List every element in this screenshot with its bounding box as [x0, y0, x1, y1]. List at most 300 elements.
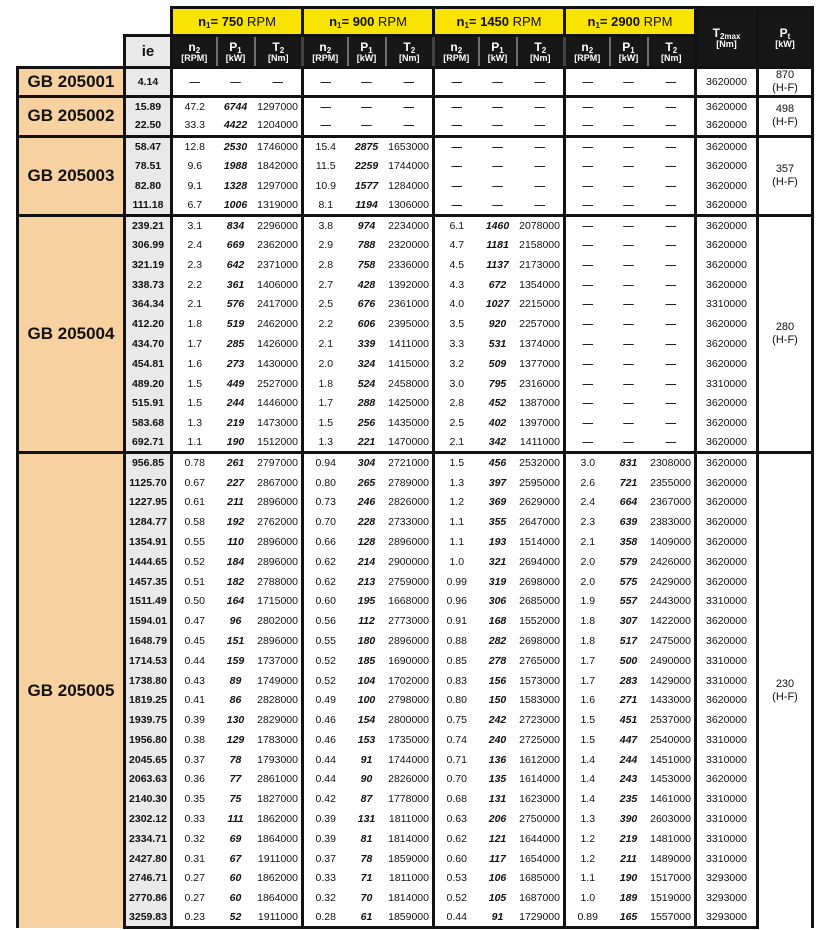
cell-p1-2900: —	[610, 136, 648, 156]
cell-p1-1450: 131	[488, 793, 507, 806]
cell-t2-2900: —	[648, 176, 696, 196]
cell-n2-1450: 2.5	[449, 417, 465, 430]
cell-p1-900: 428	[357, 278, 376, 291]
cell-p1-2900: 639	[619, 516, 638, 529]
cell-t2-2900: 1453000	[648, 770, 696, 790]
cell-t2-2900: —	[648, 68, 696, 97]
cell-p1-750: 1988	[223, 159, 248, 172]
cell-n2-750: —	[172, 68, 217, 97]
cell-p1-900: 87	[360, 793, 373, 806]
cell-t2-900: 2789000	[386, 473, 434, 493]
cell-n2-1450: —	[434, 68, 479, 97]
model-label: GB 205001	[18, 68, 125, 97]
subheader-t2-1450: $T_2$ [Nm]	[517, 36, 565, 68]
cell-p1-2900: 500	[619, 654, 638, 667]
group-pt: 280 (H-F)	[758, 215, 813, 453]
table-row	[18, 215, 813, 235]
cell-p1-1450: 1137	[486, 258, 509, 271]
cell-p1-2900: 831	[610, 453, 648, 473]
cell-n2-750: 0.38	[184, 733, 205, 746]
cell-p1-900: 288	[357, 397, 376, 410]
cell-p1-2900: 235	[619, 793, 638, 806]
cell-n2-2900: 1.7	[580, 674, 596, 687]
cell-t2-2900: 2490000	[648, 651, 696, 671]
cell-n2-900: 2.8	[318, 258, 334, 271]
cell-n2-750: 0.23	[172, 908, 217, 928]
cell-p1-2900: —	[623, 258, 634, 271]
cell-t2-900: 1435000	[386, 413, 434, 433]
cell-n2-1450: 0.62	[446, 832, 467, 845]
subheader-n2-2900: $n_2$ [RPM]	[565, 36, 610, 68]
row-ie: 306.99	[125, 235, 172, 255]
subheader-n2-900: $n_2$ [RPM]	[303, 36, 348, 68]
cell-t2max: 3310000	[696, 789, 758, 809]
cell-t2-2900: —	[648, 116, 696, 136]
cell-t2-2900: 2540000	[648, 730, 696, 750]
cell-p1-1450: 105	[488, 892, 507, 905]
row-ie: 2045.65	[125, 750, 172, 770]
cell-t2-900: 2826000	[386, 770, 434, 790]
cell-t2-750: 1297000	[255, 97, 303, 117]
table-row	[18, 730, 813, 750]
cell-t2-2900: 2603000	[648, 809, 696, 829]
cell-p1-750: 60	[229, 872, 242, 885]
cell-t2-750: 1406000	[255, 275, 303, 295]
cell-t2-750: 1426000	[255, 334, 303, 354]
table-row	[18, 829, 813, 849]
cell-n2-750: 0.55	[184, 535, 205, 548]
cell-n2-2900: —	[582, 278, 593, 291]
table-row	[18, 136, 813, 156]
cell-t2-1450: 2316000	[517, 374, 565, 394]
cell-p1-2900: 190	[619, 872, 638, 885]
cell-n2-1450: 0.68	[446, 793, 467, 806]
cell-t2max: 3620000	[696, 275, 758, 295]
cell-n2-900: 0.37	[315, 852, 336, 865]
cell-p1-750: 184	[226, 555, 245, 568]
cell-n2-750: 1.8	[187, 318, 203, 331]
cell-p1-2900: 165	[610, 908, 648, 928]
cell-t2-1450: 2750000	[517, 809, 565, 829]
cell-p1-750: 244	[226, 397, 245, 410]
cell-p1-2900: 390	[619, 813, 638, 826]
group-pt: 498 (H-F)	[758, 97, 813, 137]
cell-p1-750: 6744	[217, 97, 255, 117]
row-ie: 434.70	[125, 334, 172, 354]
cell-n2-750: 9.1	[187, 179, 203, 192]
cell-t2-750: 2462000	[255, 314, 303, 334]
cell-n2-750: 2.1	[187, 298, 203, 311]
row-ie: 454.81	[125, 354, 172, 374]
cell-t2-750: 2861000	[255, 770, 303, 790]
cell-t2-750: 1204000	[255, 116, 303, 136]
cell-t2-900: 1859000	[386, 908, 434, 928]
cell-t2-2900: 2355000	[648, 473, 696, 493]
row-ie: 239.21	[125, 215, 172, 235]
cell-t2-750: 1911000	[255, 908, 303, 928]
cell-n2-900: 0.28	[303, 908, 348, 928]
cell-t2-900: 2458000	[386, 374, 434, 394]
cell-p1-900: 81	[360, 832, 373, 845]
cell-n2-750: 1.5	[187, 397, 203, 410]
cell-t2-750: 1911000	[255, 849, 303, 869]
cell-p1-1450: —	[479, 136, 517, 156]
cell-t2max: 3620000	[696, 235, 758, 255]
cell-t2-1450: 1644000	[517, 829, 565, 849]
cell-p1-1450: 1460	[479, 215, 517, 235]
cell-n2-750: 0.47	[184, 615, 205, 628]
cell-p1-900: 228	[357, 516, 376, 529]
cell-t2-900: 2759000	[386, 572, 434, 592]
cell-t2-750: 1512000	[255, 433, 303, 453]
cell-p1-2900: —	[623, 298, 634, 311]
cell-t2-2900: —	[648, 255, 696, 275]
cell-n2-750: 0.50	[184, 595, 205, 608]
table-row	[18, 750, 813, 770]
cell-n2-2900: 1.0	[580, 892, 596, 905]
cell-n2-1450: 0.88	[446, 634, 467, 647]
cell-t2max: 3620000	[696, 255, 758, 275]
cell-t2max: 3620000	[696, 68, 758, 97]
cell-p1-2900: 358	[619, 535, 638, 548]
cell-t2-900: 1744000	[386, 156, 434, 176]
cell-p1-1450: 795	[488, 377, 507, 390]
cell-t2-750: 2896000	[255, 552, 303, 572]
cell-t2max: 3620000	[696, 156, 758, 176]
cell-p1-2900: —	[623, 159, 634, 172]
row-ie: 1284.77	[125, 512, 172, 532]
cell-n2-2900: 1.1	[580, 872, 596, 885]
cell-p1-750: 96	[229, 615, 242, 628]
cell-p1-750: 2530	[217, 136, 255, 156]
subheader-p1-1450: $P_1$ [kW]	[479, 36, 517, 68]
cell-p1-2900: 517	[619, 634, 638, 647]
cell-t2-1450: —	[517, 195, 565, 215]
cell-t2-2900: 1517000	[648, 869, 696, 889]
cell-n2-750: 0.45	[184, 634, 205, 647]
table-row	[18, 413, 813, 433]
cell-t2-2900: —	[648, 413, 696, 433]
cell-t2-900: 1668000	[386, 591, 434, 611]
cell-t2-2900: —	[648, 294, 696, 314]
cell-n2-2900: —	[582, 417, 593, 430]
cell-p1-1450: —	[492, 179, 503, 192]
cell-n2-750: 0.58	[184, 516, 205, 529]
cell-p1-2900: 219	[619, 832, 638, 845]
cell-n2-900: 0.60	[315, 595, 336, 608]
row-ie: 1125.70	[125, 473, 172, 493]
cell-t2-2900: —	[648, 97, 696, 117]
cell-n2-900: 2.1	[318, 337, 334, 350]
cell-p1-750: 67	[229, 852, 242, 865]
cell-t2-900: 1811000	[386, 869, 434, 889]
cell-n2-900: 2.2	[318, 318, 334, 331]
cell-p1-900: 758	[357, 258, 376, 271]
cell-p1-900: 185	[357, 654, 376, 667]
cell-t2-1450: 2215000	[517, 294, 565, 314]
header-spacer	[18, 8, 172, 36]
cell-t2-900: 1690000	[386, 651, 434, 671]
cell-n2-900: 2.0	[318, 357, 334, 370]
cell-n2-900: 0.46	[315, 733, 336, 746]
cell-t2-1450: 2173000	[517, 255, 565, 275]
group-pt: 230 (H-F)	[758, 453, 813, 928]
cell-t2max: 3310000	[696, 730, 758, 750]
subheader-t2-750: $T_2$ [Nm]	[255, 36, 303, 68]
cell-t2-1450: 1612000	[517, 750, 565, 770]
cell-p1-900: 195	[357, 595, 376, 608]
cell-p1-750: 164	[226, 595, 245, 608]
cell-t2-1450: 1573000	[517, 671, 565, 691]
cell-t2-2900: 2429000	[648, 572, 696, 592]
cell-n2-900: 0.56	[315, 615, 336, 628]
cell-n2-750: 0.36	[184, 773, 205, 786]
row-ie: 1594.01	[125, 611, 172, 631]
row-ie: 515.91	[125, 393, 172, 413]
cell-n2-1450: 1.2	[449, 496, 465, 509]
cell-p1-2900: —	[610, 215, 648, 235]
cell-n2-750: 6.7	[187, 198, 203, 211]
subheader-t2-2900: $T_2$ [Nm]	[648, 36, 696, 68]
cell-n2-750: 47.2	[172, 97, 217, 117]
table-row	[18, 176, 813, 196]
model-label: GB 205005	[18, 453, 125, 928]
cell-n2-1450: 6.1	[434, 215, 479, 235]
cell-n2-2900: 1.4	[580, 753, 596, 766]
cell-n2-1450: 0.96	[446, 595, 467, 608]
cell-p1-750: 1328	[223, 179, 248, 192]
cell-n2-2900: 1.8	[580, 615, 596, 628]
cell-p1-900: 70	[360, 892, 373, 905]
row-ie: 1714.53	[125, 651, 172, 671]
cell-t2-750: 2788000	[255, 572, 303, 592]
cell-n2-750: 0.31	[184, 852, 205, 865]
cell-p1-2900: —	[623, 417, 634, 430]
cell-p1-1450: —	[492, 198, 503, 211]
cell-p1-750: 78	[229, 753, 242, 766]
cell-p1-2900: 271	[619, 694, 638, 707]
cell-t2-1450: 2723000	[517, 710, 565, 730]
cell-n2-900: 2.7	[318, 278, 334, 291]
cell-t2-900: 2800000	[386, 710, 434, 730]
cell-p1-2900: —	[623, 436, 634, 449]
cell-p1-2900: 575	[619, 575, 638, 588]
cell-t2-2900: 1481000	[648, 829, 696, 849]
cell-t2-1450: 1552000	[517, 611, 565, 631]
gearbox-rating-table-container	[16, 6, 814, 929]
cell-t2-2900: 1489000	[648, 849, 696, 869]
cell-t2-1450: 1354000	[517, 275, 565, 295]
cell-n2-900: 1.5	[318, 417, 334, 430]
cell-p1-2900: —	[610, 97, 648, 117]
cell-t2-900: 2900000	[386, 552, 434, 572]
table-row	[18, 809, 813, 829]
cell-t2max: 3620000	[696, 453, 758, 473]
cell-p1-2900: 451	[619, 714, 638, 727]
cell-n2-750: 0.39	[184, 714, 205, 727]
cell-p1-900: 100	[357, 694, 376, 707]
row-ie: 58.47	[125, 136, 172, 156]
cell-t2-1450: —	[517, 156, 565, 176]
cell-p1-750: 192	[226, 516, 245, 529]
cell-n2-2900: 1.5	[580, 733, 596, 746]
cell-p1-1450: 136	[488, 753, 507, 766]
cell-t2-2900: 1409000	[648, 532, 696, 552]
cell-p1-900: 221	[357, 436, 376, 449]
cell-p1-2900: —	[623, 337, 634, 350]
table-row	[18, 591, 813, 611]
cell-t2-750: 2762000	[255, 512, 303, 532]
cell-n2-900: 10.9	[315, 179, 336, 192]
cell-p1-900: 128	[357, 535, 376, 548]
cell-n2-2900: 1.7	[580, 654, 596, 667]
cell-t2-1450: 2765000	[517, 651, 565, 671]
cell-p1-2900: —	[623, 119, 634, 132]
table-row	[18, 393, 813, 413]
cell-t2-750: 1319000	[255, 195, 303, 215]
cell-t2max: 3620000	[696, 215, 758, 235]
cell-t2-900: —	[386, 116, 434, 136]
row-ie: 2334.71	[125, 829, 172, 849]
cell-t2max: 3620000	[696, 611, 758, 631]
cell-p1-900: 256	[357, 417, 376, 430]
cell-p1-2900: 557	[619, 595, 638, 608]
row-ie: 2746.71	[125, 869, 172, 889]
cell-p1-2900: —	[623, 238, 634, 251]
table-row	[18, 789, 813, 809]
cell-n2-2900: 2.4	[580, 496, 596, 509]
row-ie: 692.71	[125, 433, 172, 453]
cell-p1-750: 1006	[223, 198, 248, 211]
cell-n2-900: 0.42	[315, 793, 336, 806]
cell-n2-900: 2.9	[318, 238, 334, 251]
cell-t2max: 3620000	[696, 631, 758, 651]
cell-t2-900: 1814000	[386, 829, 434, 849]
cell-n2-1450: 2.8	[449, 397, 465, 410]
cell-p1-900: 339	[357, 337, 376, 350]
cell-n2-900: —	[320, 119, 331, 132]
cell-p1-1450: 117	[489, 852, 506, 865]
cell-p1-1450: 452	[488, 397, 507, 410]
cell-p1-900: —	[361, 119, 372, 132]
cell-n2-2900: 1.9	[580, 595, 596, 608]
table-row	[18, 690, 813, 710]
cell-t2-2900: 1422000	[648, 611, 696, 631]
cell-n2-900: 0.55	[315, 634, 336, 647]
gearbox-rating-table	[16, 6, 814, 929]
cell-t2-1450: 2698000	[517, 631, 565, 651]
table-row	[18, 275, 813, 295]
cell-t2-750: 1842000	[255, 156, 303, 176]
cell-t2-2900: —	[648, 156, 696, 176]
cell-t2-1450: 1685000	[517, 869, 565, 889]
cell-p1-900: 213	[357, 575, 376, 588]
cell-n2-750: 0.52	[184, 555, 205, 568]
table-row	[18, 235, 813, 255]
cell-t2-900: 2361000	[386, 294, 434, 314]
cell-n2-1450: 0.91	[446, 615, 467, 628]
cell-t2-750: 1737000	[255, 651, 303, 671]
cell-t2-900: 2896000	[386, 631, 434, 651]
speed-header-750: $n_1= 750$ RPM	[172, 8, 303, 36]
cell-n2-2900: 3.0	[565, 453, 610, 473]
cell-t2-1450: 2158000	[517, 235, 565, 255]
cell-n2-900: —	[303, 68, 348, 97]
cell-t2-2900: —	[648, 275, 696, 295]
cell-p1-750: 129	[226, 733, 245, 746]
cell-p1-900: 61	[348, 908, 386, 928]
cell-n2-1450: 1.1	[449, 516, 465, 529]
cell-p1-1450: 355	[488, 516, 507, 529]
cell-t2-750: 2867000	[255, 473, 303, 493]
cell-t2-900: 1811000	[386, 809, 434, 829]
cell-p1-2900: 664	[619, 496, 638, 509]
cell-p1-1450: 206	[488, 813, 507, 826]
cell-t2max: 3620000	[696, 433, 758, 453]
cell-p1-750: 4422	[223, 119, 248, 132]
cell-t2-2900: —	[648, 374, 696, 394]
table-row	[18, 294, 813, 314]
cell-p1-900: 304	[348, 453, 386, 473]
cell-n2-900: 0.62	[315, 555, 336, 568]
cell-t2-750: 1446000	[255, 393, 303, 413]
row-ie: 1819.25	[125, 690, 172, 710]
cell-n2-900: 0.80	[315, 476, 336, 489]
cell-t2-900: —	[386, 97, 434, 117]
cell-t2max: 3620000	[696, 770, 758, 790]
row-ie: 321.19	[125, 255, 172, 275]
table-row	[18, 68, 813, 97]
row-ie: 4.14	[125, 68, 172, 97]
cell-p1-2900: —	[623, 198, 634, 211]
row-ie: 412.20	[125, 314, 172, 334]
cell-p1-1450: —	[479, 97, 517, 117]
cell-t2-1450: 2595000	[517, 473, 565, 493]
cell-n2-750: 0.33	[184, 813, 205, 826]
cell-n2-900: 0.39	[315, 813, 336, 826]
cell-n2-2900: 2.0	[580, 555, 596, 568]
cell-n2-750: 2.3	[187, 258, 203, 271]
cell-t2max: 3293000	[696, 888, 758, 908]
cell-t2-2900: —	[648, 235, 696, 255]
cell-n2-2900: —	[582, 198, 593, 211]
cell-p1-900: 71	[360, 872, 373, 885]
model-label: GB 205003	[18, 136, 125, 215]
cell-t2-900: 2798000	[386, 690, 434, 710]
cell-t2-900: 2733000	[386, 512, 434, 532]
table-row	[18, 374, 813, 394]
cell-t2-900: 1284000	[386, 176, 434, 196]
cell-n2-1450: 1.0	[449, 555, 465, 568]
cell-n2-750: 0.27	[184, 872, 205, 885]
cell-t2-1450: 1654000	[517, 849, 565, 869]
cell-t2-900: 1470000	[386, 433, 434, 453]
subheader-p1-900: $P_1$ [kW]	[348, 36, 386, 68]
cell-n2-1450: 4.7	[449, 238, 465, 251]
table-row	[18, 849, 813, 869]
cell-n2-2900: —	[582, 377, 593, 390]
model-label: GB 205004	[18, 215, 125, 453]
cell-p1-900: 788	[357, 238, 376, 251]
cell-p1-750: 110	[227, 535, 244, 548]
cell-p1-1450: 1027	[485, 298, 510, 311]
cell-t2-1450: 1411000	[517, 433, 565, 453]
cell-p1-750: 261	[217, 453, 255, 473]
cell-t2-2900: —	[648, 334, 696, 354]
cell-p1-750: 519	[226, 318, 245, 331]
cell-n2-750: 0.51	[184, 575, 205, 588]
cell-n2-1450: —	[451, 179, 462, 192]
